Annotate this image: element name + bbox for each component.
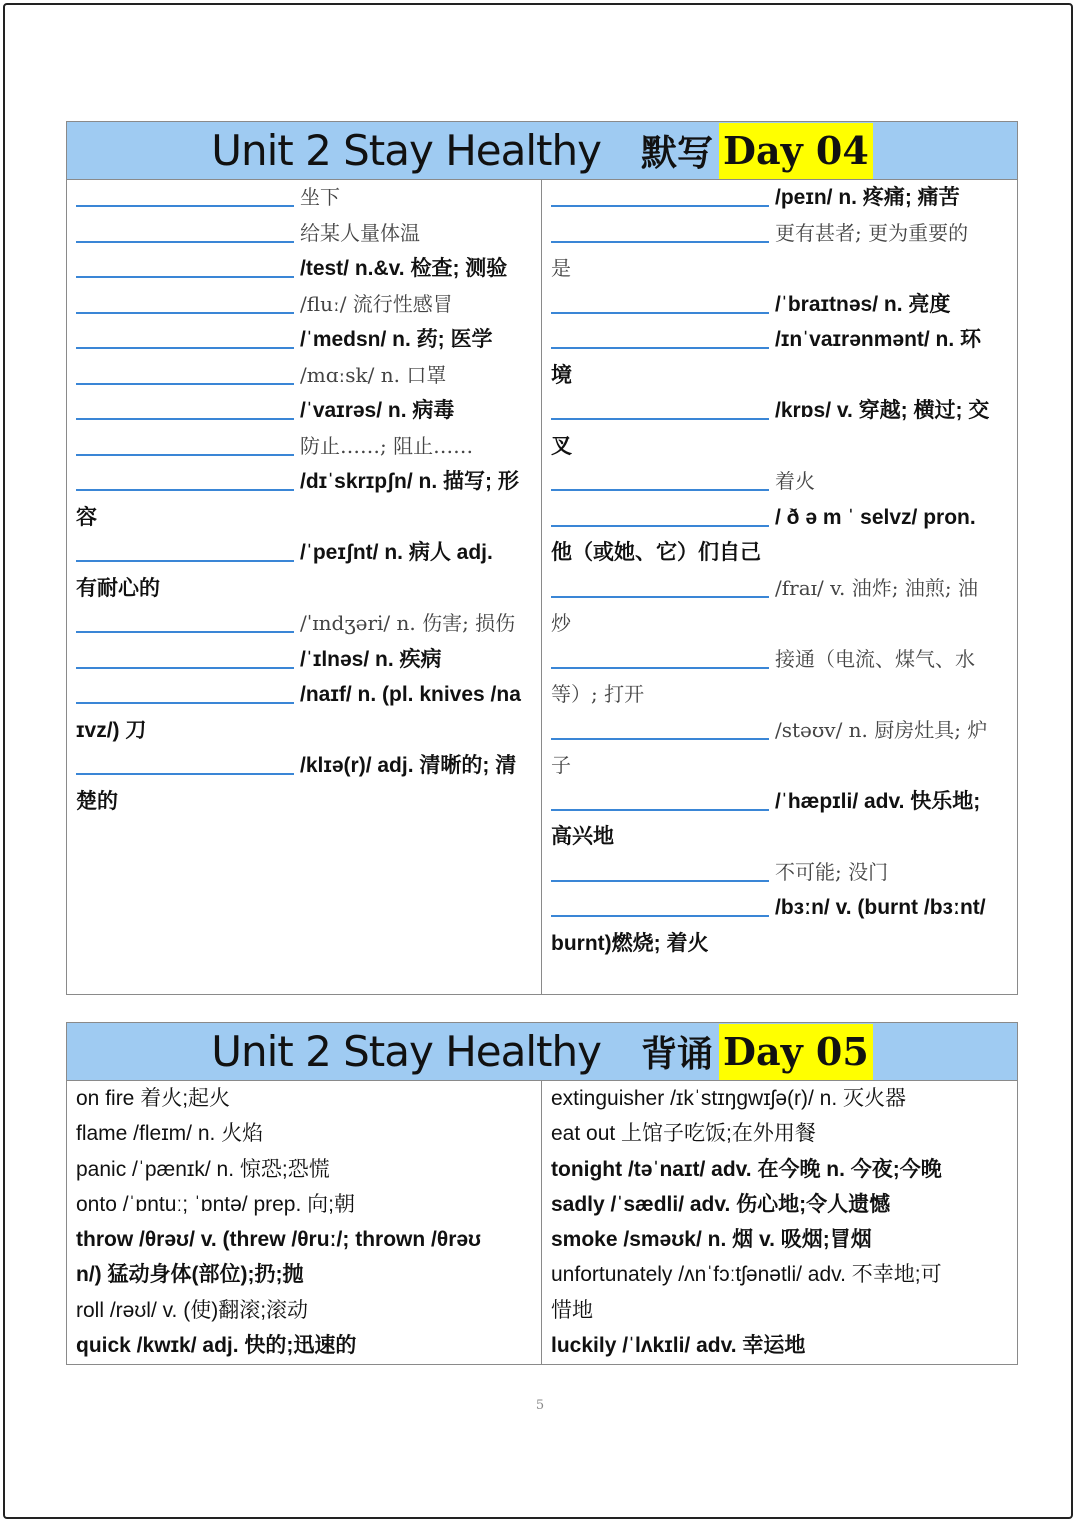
day04-banner [67, 122, 1017, 180]
recite-line: throw /θrəʊ/ v. (threw /θruː/; thrown /θrəʊ [76, 1228, 482, 1252]
banner-day: Day 05 [719, 1024, 873, 1080]
banner-title: Unit 2 Stay Healthy [211, 1027, 601, 1076]
recite-line: smoke /sməʊk/ n. 烟 v. 吸烟;冒烟 [551, 1228, 872, 1252]
vocab-hint: /ˈhæpɪli/ adv. 快乐地; [775, 789, 981, 813]
vocab-entry [551, 784, 1009, 855]
vocab-entry [76, 464, 533, 535]
vocab-entry [76, 251, 533, 287]
answer-blank[interactable] [551, 393, 769, 420]
vocab-hint: /ˈɪndʒəri/ n. 伤害; 损伤 [300, 611, 516, 635]
banner-mode: 默写 [640, 132, 713, 174]
vocab-entry [76, 287, 533, 323]
recite-line: sadly /ˈsædli/ adv. 伤心地;令人遗憾 [551, 1192, 891, 1216]
vocab-hint: /krɒs/ v. 穿越; 横过; 交 [775, 399, 990, 422]
vocab-hint: /fraɪ/ v. 油炸; 油煎; 油 [775, 575, 978, 600]
vocab-hint-continued: 等）; 打开 [551, 682, 645, 706]
day04-right-column [542, 180, 1017, 994]
answer-blank[interactable] [76, 287, 294, 314]
vocab-entry [76, 393, 533, 429]
vocab-entry [76, 642, 533, 678]
vocab-entry [76, 748, 533, 819]
answer-blank[interactable] [76, 322, 294, 349]
answer-blank[interactable] [551, 322, 769, 349]
vocab-hint: 着火 [775, 469, 815, 493]
vocab-hint: /ɪnˈvaɪrənmənt/ n. 环 [775, 328, 982, 351]
vocab-entry [76, 358, 533, 394]
recite-sheet [66, 1022, 1018, 1365]
vocab-entry [551, 500, 1009, 571]
banner-title: Unit 2 Stay Healthy [211, 126, 601, 175]
vocab-hint: /ˈbraɪtnəs/ n. 亮度 [775, 292, 951, 316]
vocab-hint: 不可能; 没门 [775, 859, 889, 884]
answer-blank[interactable] [551, 180, 769, 207]
banner-day: Day 04 [719, 123, 873, 179]
vocab-entry [551, 180, 1009, 216]
vocab-hint: 接通（电流、煤气、水 [775, 646, 975, 671]
vocab-hint: /ˈpeɪʃnt/ n. 病人 adj. [300, 541, 493, 564]
answer-blank[interactable] [551, 287, 769, 314]
recite-line: tonight /təˈnaɪt/ adv. 在今晚 n. 今夜;今晚 [551, 1157, 942, 1181]
vocab-hint: /peɪn/ n. 疼痛; 痛苦 [775, 186, 960, 209]
vocab-hint: /test/ n.&v. 检查; 测验 [300, 257, 508, 280]
vocab-hint: /ˈmedsn/ n. 药; 医学 [300, 328, 493, 351]
recite-line: extinguisher /ɪkˈstɪŋɡwɪʃə(r)/ n. 灭火器 [551, 1087, 907, 1110]
recite-line: n/) 猛动身体(部位);扔;抛 [76, 1263, 304, 1287]
page-number: 5 [535, 1398, 545, 1413]
answer-blank[interactable] [76, 180, 294, 207]
answer-blank[interactable] [76, 535, 294, 562]
answer-blank[interactable] [76, 642, 294, 669]
answer-blank[interactable] [76, 429, 294, 456]
vocab-hint: 给某人量体温 [300, 220, 420, 245]
vocab-entry [551, 216, 1009, 287]
answer-blank[interactable] [551, 713, 769, 740]
vocab-hint-continued: 子 [551, 753, 571, 777]
recite-line: unfortunately /ʌnˈfɔːtʃənətli/ adv. 不幸地;可 [551, 1263, 942, 1287]
answer-blank[interactable] [551, 855, 769, 882]
vocab-hint-continued: 是 [551, 256, 571, 280]
banner-mode: 背诵 [640, 1033, 713, 1075]
recite-line: quick /kwɪk/ adj. 快的;迅速的 [76, 1334, 357, 1358]
vocab-hint: /fluː/ 流行性感冒 [300, 291, 453, 316]
answer-blank[interactable] [551, 642, 769, 669]
vocab-hint-continued: 叉 [551, 434, 572, 458]
vocab-entry [551, 642, 1009, 713]
vocab-entry [76, 677, 533, 748]
answer-blank[interactable] [76, 464, 294, 491]
answer-blank[interactable] [76, 748, 294, 775]
vocab-hint: /ˈɪlnəs/ n. 疾病 [300, 647, 442, 671]
recite-line: luckily /ˈlʌkɪli/ adv. 幸运地 [551, 1334, 806, 1358]
answer-blank[interactable] [76, 358, 294, 385]
recite-line: eat out 上馆子吃饭;在外用餐 [551, 1122, 816, 1146]
vocab-entry [76, 322, 533, 358]
day05-left-column [67, 1081, 542, 1364]
vocab-hint-continued: 他（或她、它）们自己 [551, 541, 761, 564]
vocab-entry [551, 571, 1009, 642]
vocab-entry [551, 855, 1009, 891]
vocab-entry [551, 890, 1009, 961]
vocab-hint-continued: 境 [551, 363, 572, 387]
day05-right-column [542, 1081, 1017, 1364]
answer-blank[interactable] [551, 464, 769, 491]
vocab-hint: /klɪə(r)/ adj. 清晰的; 清 [300, 754, 517, 777]
vocab-hint-continued: 炒 [551, 611, 571, 635]
vocab-entry [551, 287, 1009, 323]
answer-blank[interactable] [76, 216, 294, 243]
vocab-hint-continued: 容 [76, 505, 97, 529]
recite-line: on fire 着火;起火 [76, 1087, 231, 1110]
vocab-hint: 更有甚者; 更为重要的 [775, 220, 969, 245]
answer-blank[interactable] [76, 251, 294, 278]
recite-line: onto /ˈɒntuː; ˈɒntə/ prep. 向;朝 [76, 1192, 355, 1216]
recite-line: panic /ˈpænɪk/ n. 惊恐;恐慌 [76, 1157, 330, 1181]
vocab-entry [76, 216, 533, 252]
vocab-hint-continued: ɪvz/) 刀 [76, 718, 147, 742]
vocab-hint: 坐下 [300, 185, 340, 209]
vocab-entry [76, 429, 533, 465]
answer-blank[interactable] [551, 571, 769, 598]
vocab-entry [551, 464, 1009, 500]
vocab-hint-continued: burnt)燃烧; 着火 [551, 931, 709, 955]
recite-line: flame /fleɪm/ n. 火焰 [76, 1122, 264, 1146]
answer-blank[interactable] [551, 890, 769, 917]
day05-banner [67, 1023, 1017, 1081]
answer-blank[interactable] [551, 500, 769, 527]
vocab-hint: /dɪˈskrɪpʃn/ n. 描写; 形 [300, 470, 519, 493]
dictation-sheet [66, 121, 1018, 995]
vocab-entry [76, 180, 533, 216]
vocab-hint: /ˈvaɪrəs/ n. 病毒 [300, 399, 455, 422]
vocab-hint-continued: 楚的 [76, 789, 118, 813]
answer-blank[interactable] [551, 216, 769, 243]
recite-line: 惜地 [551, 1298, 593, 1322]
vocab-entry [76, 606, 533, 642]
vocab-hint: / ð ə m ˈ selvz/ pron. [775, 505, 976, 529]
vocab-hint: /naɪf/ n. (pl. knives /na [300, 683, 521, 706]
vocab-entry [551, 713, 1009, 784]
vocab-hint: /stəʊv/ n. 厨房灶具; 炉 [775, 717, 988, 742]
vocab-entry [76, 535, 533, 606]
vocab-hint: /mɑːsk/ n. 口罩 [300, 362, 447, 387]
answer-blank[interactable] [551, 784, 769, 811]
vocab-hint: /bɜːn/ v. (burnt /bɜːnt/ [775, 896, 986, 919]
answer-blank[interactable] [76, 606, 294, 633]
day04-left-column [67, 180, 542, 994]
vocab-entry [551, 322, 1009, 393]
recite-line: roll /rəʊl/ v. (使)翻滚;滚动 [76, 1298, 309, 1322]
vocab-entry [551, 393, 1009, 464]
vocab-hint-continued: 高兴地 [551, 825, 614, 848]
answer-blank[interactable] [76, 677, 294, 704]
answer-blank[interactable] [76, 393, 294, 420]
vocab-hint-continued: 有耐心的 [76, 576, 160, 600]
vocab-hint: 防止……; 阻止…… [300, 433, 474, 458]
